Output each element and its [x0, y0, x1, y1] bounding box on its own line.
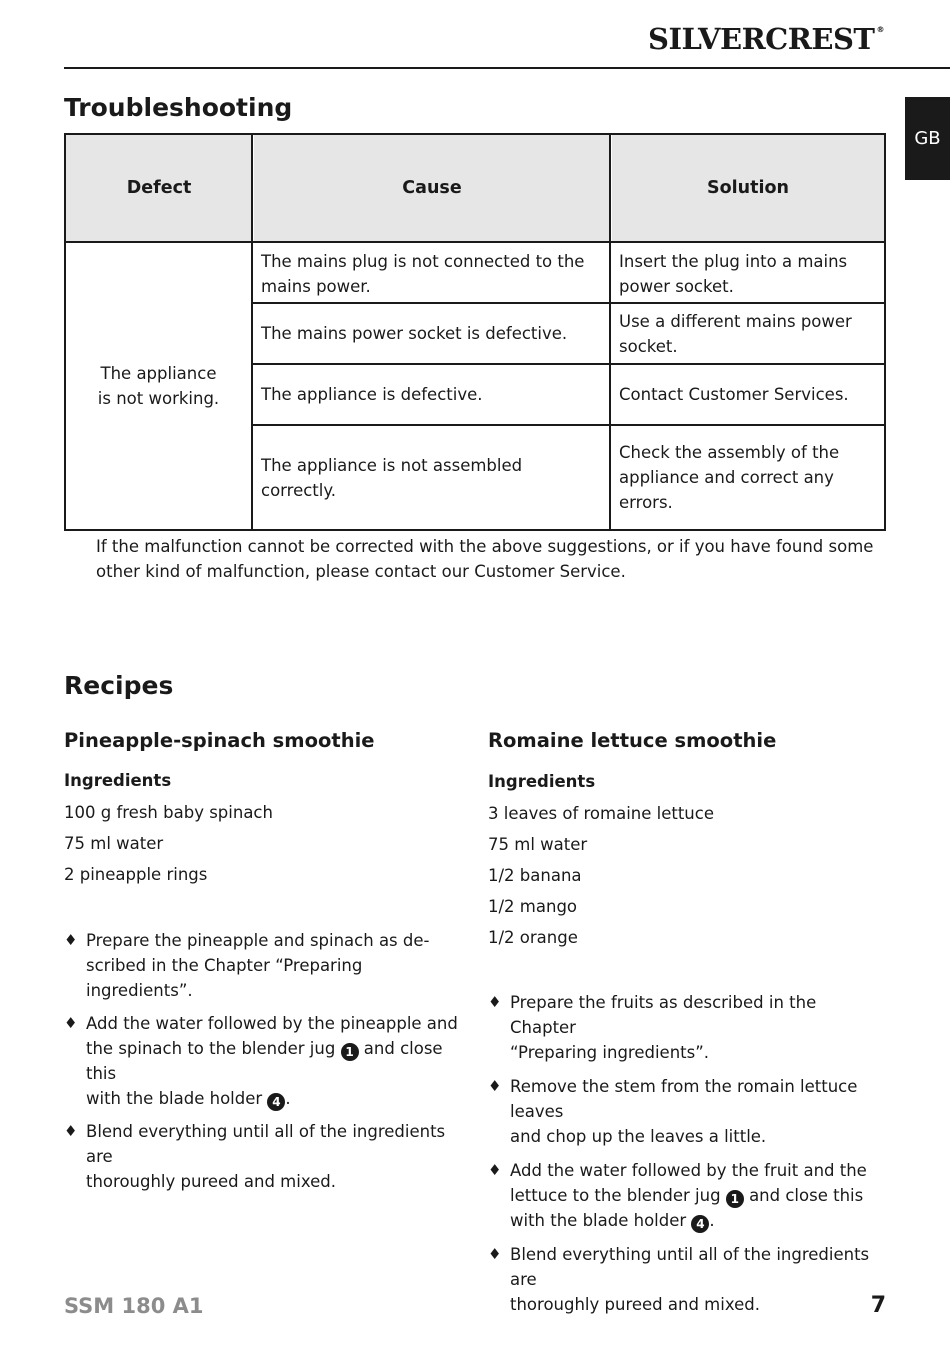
step-text: [510, 1161, 867, 1230]
ingredients-label: Ingredients: [64, 771, 172, 790]
diamond-bullet-icon: ♦: [64, 1122, 78, 1140]
column-header-defect: Defect: [66, 135, 252, 242]
troubleshooting-table: [64, 133, 886, 531]
step-text-part: and close this with the blade holder: [86, 1039, 443, 1108]
ingredient-item: 75 ml water: [488, 835, 588, 854]
step-text-part: Add the water followed by the fruit and the lettuce to the blender jug: [510, 1161, 867, 1205]
step-text-part: .: [285, 1089, 291, 1108]
column-header-solution: Solution: [612, 135, 884, 242]
cause-cell: The mains plug is not connected to the mains power.: [261, 251, 585, 296]
recipes-heading: Recipes: [64, 671, 174, 700]
ingredient-item: 1/2 orange: [488, 928, 578, 947]
step-item: [488, 1242, 886, 1317]
cause-cell: The mains power socket is defective.: [261, 324, 568, 343]
step-text-part: and close this with the blade holder: [510, 1186, 864, 1230]
diamond-bullet-icon: ♦: [488, 993, 502, 1011]
ingredients-label: Ingredients: [488, 772, 596, 791]
diamond-bullet-icon: ♦: [488, 1245, 502, 1263]
step-text: Prepare the fruits as described in the Chapter “Preparing ingredients”.: [510, 993, 817, 1062]
defect-cell: The appliance is not working.: [97, 364, 220, 408]
recipe-title: Pineapple-spinach smoothie: [64, 729, 375, 752]
cause-cell: The appliance is not assembled correctly.: [261, 455, 523, 500]
ingredient-item: 2 pineapple rings: [64, 865, 208, 884]
table-divider: [251, 135, 253, 529]
step-item: [64, 928, 464, 1003]
ingredients-list: [64, 797, 273, 890]
brand-logo: [648, 22, 884, 56]
troubleshooting-heading: Troubleshooting: [64, 93, 293, 122]
step-item: [488, 1074, 886, 1149]
table-divider: [609, 135, 611, 529]
ingredient-item: 75 ml water: [64, 834, 164, 853]
model-number: SSM 180 A1: [64, 1294, 204, 1318]
part-number-badge: 1: [341, 1043, 359, 1061]
ingredient-item: 100 g fresh baby spinach: [64, 803, 273, 822]
recipe-title: Romaine lettuce smoothie: [488, 729, 777, 752]
ingredient-item: 1/2 mango: [488, 897, 578, 916]
instruction-steps: [488, 990, 886, 1317]
step-text-part: .: [709, 1211, 715, 1230]
instruction-steps: [64, 928, 464, 1194]
step-text: Blend everything until all of the ingredients are thoroughly pureed and mixed.: [86, 1122, 446, 1191]
registered-mark: ®: [876, 25, 884, 34]
diamond-bullet-icon: ♦: [64, 1014, 78, 1032]
diamond-bullet-icon: ♦: [488, 1077, 502, 1095]
page-number: 7: [870, 1293, 886, 1318]
step-text: Prepare the pineapple and spinach as de- scribed in the Chapter “Preparing ingredients”.: [86, 931, 430, 1000]
step-item: [488, 1158, 886, 1233]
ingredient-item: 3 leaves of romaine lettuce: [488, 804, 714, 823]
solution-cell: Use a different mains power socket.: [619, 311, 852, 356]
cause-cell: The appliance is defective.: [261, 385, 483, 404]
step-item: [64, 1119, 464, 1194]
solution-cell: Check the assembly of the appliance and correct any errors.: [619, 443, 840, 512]
header-divider: [64, 67, 950, 69]
part-number-badge: 4: [267, 1093, 285, 1111]
step-text: [86, 1014, 458, 1108]
step-item: [64, 1011, 464, 1111]
part-number-badge: 1: [726, 1190, 744, 1208]
ingredient-item: 1/2 banana: [488, 866, 582, 885]
column-header-cause: Cause: [254, 135, 610, 242]
diamond-bullet-icon: ♦: [488, 1161, 502, 1179]
step-text: Blend everything until all of the ingredients are thoroughly pureed and mixed.: [510, 1245, 870, 1314]
language-tab: GB: [905, 97, 950, 180]
diamond-bullet-icon: ♦: [64, 931, 78, 949]
part-number-badge: 4: [691, 1215, 709, 1233]
malfunction-note: If the malfunction cannot be corrected with the above suggestions, or if you have found some other kind of malfunction, please contact our Customer Service.: [96, 537, 874, 581]
brand-name: SILVERCREST: [648, 22, 875, 56]
step-text-part: Add the water followed by the pineapple and the spinach to the blender jug: [86, 1014, 458, 1058]
solution-cell: Insert the plug into a mains power socket.: [619, 251, 848, 296]
step-text: Remove the stem from the romain lettuce leaves and chop up the leaves a little.: [510, 1077, 858, 1146]
step-item: [488, 990, 886, 1065]
ingredients-list: [488, 798, 714, 953]
solution-cell: Contact Customer Services.: [619, 385, 849, 404]
